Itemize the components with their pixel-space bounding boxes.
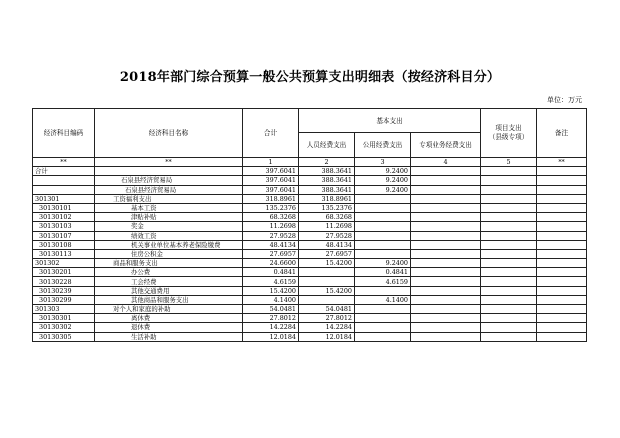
cell-project: [481, 231, 537, 240]
cell-note: [537, 277, 587, 286]
cell-project: [481, 240, 537, 249]
cell-personnel: 388.3641: [299, 176, 355, 185]
table-row: [33, 332, 587, 341]
cell-personnel: [299, 268, 355, 277]
cell-code: 30130228: [33, 277, 95, 286]
cell-note: [537, 323, 587, 332]
cell-code: 30130301: [33, 314, 95, 323]
page-title: 2018年部门综合预算一般公共预算支出明细表（按经济科目分）: [119, 70, 501, 85]
cell-personnel: 27.9528: [299, 231, 355, 240]
table-row: [33, 305, 587, 314]
cell-public: [355, 203, 411, 212]
cell-personnel: 388.3641: [299, 167, 355, 176]
cell-project: [481, 185, 537, 194]
cell-name: 石泉县经济贸易局: [95, 185, 243, 194]
cell-total: 27.6957: [243, 249, 299, 258]
cell-code: 301303: [33, 305, 95, 314]
cell-code: 301302: [33, 259, 95, 268]
colnum-project: 5: [481, 158, 537, 167]
cell-public: [355, 194, 411, 203]
cell-note: [537, 176, 587, 185]
cell-public: 4.6159: [355, 277, 411, 286]
table-row: [33, 203, 587, 212]
cell-special: [411, 240, 481, 249]
cell-public: [355, 240, 411, 249]
cell-code: 30130108: [33, 240, 95, 249]
cell-project: [481, 203, 537, 212]
cell-special: [411, 185, 481, 194]
cell-personnel: [299, 277, 355, 286]
cell-personnel: [299, 295, 355, 304]
cell-name: 工资福利支出: [95, 194, 243, 203]
cell-public: 9.2400: [355, 185, 411, 194]
table-row: [33, 185, 587, 194]
unit-label: 单位：万元: [547, 96, 582, 104]
cell-code: 301301: [33, 194, 95, 203]
cell-project: [481, 194, 537, 203]
cell-total: 135.2376: [243, 203, 299, 212]
cell-public: [355, 305, 411, 314]
cell-total: 4.1400: [243, 295, 299, 304]
cell-code: 30130299: [33, 295, 95, 304]
cell-code: [33, 176, 95, 185]
cell-project: [481, 167, 537, 176]
cell-project: [481, 222, 537, 231]
header-public: 公用经费支出: [355, 133, 411, 158]
cell-special: [411, 176, 481, 185]
table-row: [33, 167, 587, 176]
cell-project: [481, 332, 537, 341]
cell-note: [537, 231, 587, 240]
cell-project: [481, 323, 537, 332]
cell-name: [95, 167, 243, 176]
cell-special: [411, 249, 481, 258]
colnum-code: **: [33, 158, 95, 167]
cell-name: 商品和服务支出: [95, 259, 243, 268]
cell-personnel: 54.0481: [299, 305, 355, 314]
cell-personnel: 14.2284: [299, 323, 355, 332]
table-row: [33, 176, 587, 185]
cell-total: 27.8012: [243, 314, 299, 323]
header-code: 经济科目编码: [33, 109, 95, 158]
table-row: [33, 277, 587, 286]
cell-note: [537, 332, 587, 341]
cell-special: [411, 213, 481, 222]
cell-name: 其他商品和服务支出: [95, 295, 243, 304]
cell-public: [355, 249, 411, 258]
cell-public: 9.2400: [355, 167, 411, 176]
cell-note: [537, 249, 587, 258]
header-basic: 基本支出: [299, 109, 481, 133]
table-row: [33, 194, 587, 203]
cell-code: 30130305: [33, 332, 95, 341]
cell-note: [537, 268, 587, 277]
cell-name: 生活补助: [95, 332, 243, 341]
cell-personnel: 15.4200: [299, 259, 355, 268]
cell-name: 石泉县经济贸易局: [95, 176, 243, 185]
cell-name: 对个人和家庭的补助: [95, 305, 243, 314]
cell-personnel: 27.8012: [299, 314, 355, 323]
cell-note: [537, 314, 587, 323]
table-row: [33, 222, 587, 231]
header-total: 合计: [243, 109, 299, 158]
cell-personnel: 318.8961: [299, 194, 355, 203]
cell-name: 退休费: [95, 323, 243, 332]
cell-personnel: 48.4134: [299, 240, 355, 249]
cell-special: [411, 305, 481, 314]
cell-special: [411, 194, 481, 203]
cell-personnel: 12.0184: [299, 332, 355, 341]
cell-code: 30130239: [33, 286, 95, 295]
cell-personnel: 11.2698: [299, 222, 355, 231]
cell-total: 48.4134: [243, 240, 299, 249]
cell-code: 30130107: [33, 231, 95, 240]
cell-name: 基本工资: [95, 203, 243, 212]
cell-personnel: 388.3641: [299, 185, 355, 194]
cell-code: 30130101: [33, 203, 95, 212]
cell-project: [481, 286, 537, 295]
cell-personnel: 135.2376: [299, 203, 355, 212]
cell-personnel: 27.6957: [299, 249, 355, 258]
cell-public: [355, 314, 411, 323]
cell-special: [411, 231, 481, 240]
column-number-row: [33, 158, 587, 167]
cell-public: [355, 213, 411, 222]
cell-special: [411, 268, 481, 277]
table-row: [33, 249, 587, 258]
cell-code: 30130201: [33, 268, 95, 277]
cell-total: 318.8961: [243, 194, 299, 203]
table-row: [33, 295, 587, 304]
table-row: [33, 314, 587, 323]
cell-special: [411, 332, 481, 341]
cell-total: 15.4200: [243, 286, 299, 295]
cell-note: [537, 185, 587, 194]
cell-name: 其他交通费用: [95, 286, 243, 295]
cell-note: [537, 213, 587, 222]
table-row: [33, 323, 587, 332]
table-row: [33, 231, 587, 240]
table-row: [33, 259, 587, 268]
cell-public: 9.2400: [355, 176, 411, 185]
cell-code: [33, 185, 95, 194]
cell-project: [481, 249, 537, 258]
cell-note: [537, 286, 587, 295]
cell-total: 11.2698: [243, 222, 299, 231]
cell-code: 30130113: [33, 249, 95, 258]
cell-note: [537, 222, 587, 231]
cell-note: [537, 203, 587, 212]
cell-note: [537, 259, 587, 268]
cell-project: [481, 213, 537, 222]
cell-name: 机关事业单位基本养老保险缴费: [95, 240, 243, 249]
cell-note: [537, 295, 587, 304]
cell-total: 54.0481: [243, 305, 299, 314]
cell-project: [481, 277, 537, 286]
cell-total: 0.4841: [243, 268, 299, 277]
cell-special: [411, 295, 481, 304]
cell-public: [355, 222, 411, 231]
cell-total: 397.6041: [243, 176, 299, 185]
table-row: [33, 213, 587, 222]
cell-public: [355, 323, 411, 332]
cell-total: 12.0184: [243, 332, 299, 341]
cell-public: [355, 332, 411, 341]
cell-name: 离休费: [95, 314, 243, 323]
cell-code: 30130102: [33, 213, 95, 222]
table-row: [33, 268, 587, 277]
cell-special: [411, 277, 481, 286]
colnum-public: 3: [355, 158, 411, 167]
cell-note: [537, 194, 587, 203]
cell-project: [481, 259, 537, 268]
cell-note: [537, 240, 587, 249]
budget-table: [32, 108, 587, 342]
header-row-1: [33, 109, 587, 133]
cell-note: [537, 167, 587, 176]
cell-special: [411, 286, 481, 295]
colnum-special: 4: [411, 158, 481, 167]
cell-project: [481, 314, 537, 323]
cell-public: [355, 286, 411, 295]
colnum-note: **: [537, 158, 587, 167]
colnum-personnel: 2: [299, 158, 355, 167]
cell-total: 14.2284: [243, 323, 299, 332]
cell-special: [411, 323, 481, 332]
cell-special: [411, 314, 481, 323]
cell-name: 住房公积金: [95, 249, 243, 258]
cell-name: 津贴补贴: [95, 213, 243, 222]
cell-public: 0.4841: [355, 268, 411, 277]
header-project: 项目支出 （县级专项）: [481, 109, 537, 158]
cell-code: 30130302: [33, 323, 95, 332]
cell-project: [481, 268, 537, 277]
cell-project: [481, 295, 537, 304]
cell-code: 30130103: [33, 222, 95, 231]
header-name: 经济科目名称: [95, 109, 243, 158]
cell-special: [411, 222, 481, 231]
cell-note: [537, 305, 587, 314]
cell-public: [355, 231, 411, 240]
cell-name: 绩效工资: [95, 231, 243, 240]
cell-total: 27.9528: [243, 231, 299, 240]
cell-total: 397.6041: [243, 167, 299, 176]
cell-public: 4.1400: [355, 295, 411, 304]
cell-personnel: 68.3268: [299, 213, 355, 222]
cell-total: 4.6159: [243, 277, 299, 286]
cell-code: 合计: [33, 167, 95, 176]
cell-project: [481, 305, 537, 314]
cell-name: 办公费: [95, 268, 243, 277]
header-personnel: 人员经费支出: [299, 133, 355, 158]
table-row: [33, 240, 587, 249]
cell-special: [411, 167, 481, 176]
colnum-total: 1: [243, 158, 299, 167]
cell-special: [411, 203, 481, 212]
cell-name: 工会经费: [95, 277, 243, 286]
cell-name: 奖金: [95, 222, 243, 231]
colnum-name: **: [95, 158, 243, 167]
header-special: 专项业务经费支出: [411, 133, 481, 158]
cell-total: 397.6041: [243, 185, 299, 194]
cell-total: 68.3268: [243, 213, 299, 222]
cell-special: [411, 259, 481, 268]
cell-personnel: 15.4200: [299, 286, 355, 295]
cell-total: 24.6600: [243, 259, 299, 268]
table-row: [33, 286, 587, 295]
cell-project: [481, 176, 537, 185]
header-note: 备注: [537, 109, 587, 158]
cell-public: 9.2400: [355, 259, 411, 268]
